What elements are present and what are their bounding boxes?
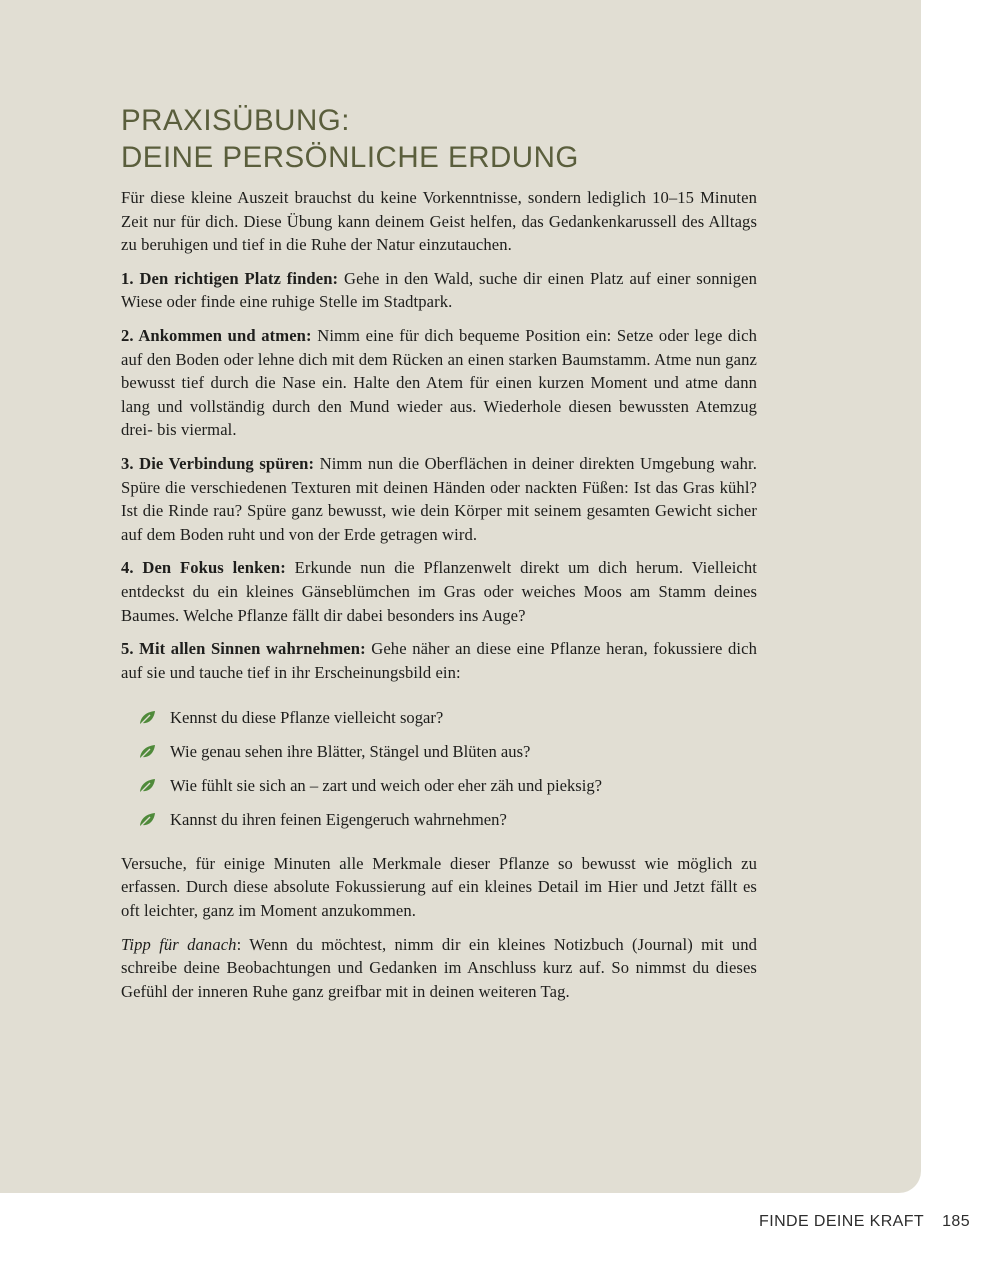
closing-paragraph: Versuche, für einige Minuten alle Merkmale dieser Pflanze so bewusst wie möglich zu erfassen. Durch diese absolute Fokussierung auf ein kleines Detail im Hier und Jetzt fällt es oft leichter, ganz im Moment anzukommen. bbox=[121, 853, 757, 921]
list-item-text: Kennst du diese Pflanze vielleicht sogar? bbox=[170, 708, 444, 728]
step-label: 2. Ankommen und atmen: bbox=[121, 325, 312, 345]
list-item-text: Kannst du ihren feinen Eigengeruch wahrnehmen? bbox=[170, 810, 507, 830]
list-item bbox=[121, 740, 757, 764]
step-4 bbox=[121, 556, 757, 627]
tip-label: Tipp für danach bbox=[121, 934, 237, 954]
exercise-content bbox=[121, 102, 757, 1013]
step-label: 3. Die Verbindung spüren: bbox=[121, 453, 315, 473]
step-2 bbox=[121, 324, 757, 442]
list-item bbox=[121, 808, 757, 832]
step-text: Nimm nun die Oberflächen in deiner direkten Umgebung wahr. Spüre die verschiedenen Texturen mit deinen Händen oder nackten Füßen: Ist das Gras kühl? Ist die Rinde rau? Spüre ganz bewusst, wie dein Körper mit seinem gesamten Gewicht sicher auf dem Boden ruht und von der Erde getragen wird. bbox=[121, 453, 757, 544]
tip-paragraph bbox=[121, 933, 757, 1004]
step-3 bbox=[121, 452, 757, 546]
page-footer bbox=[759, 1213, 970, 1231]
list-item bbox=[121, 706, 757, 730]
step-1 bbox=[121, 267, 757, 314]
page-number: 185 bbox=[942, 1213, 970, 1230]
step-5 bbox=[121, 637, 757, 684]
title-line-1: PRAXISÜBUNG: bbox=[121, 104, 350, 137]
page-title bbox=[121, 102, 757, 176]
tip-text: : Wenn du möchtest, nimm dir ein kleines Notizbuch (Journal) mit und schreibe deine Beobachtungen und Gedanken im Anschluss kurz auf. So nimmst du dieses Gefühl der inneren Ruhe ganz greifbar mit in deinen weiteren Tag. bbox=[121, 934, 757, 1001]
running-footer-section: FINDE DEINE KRAFT bbox=[759, 1213, 925, 1230]
leaf-icon bbox=[138, 744, 156, 760]
bullet-list bbox=[121, 706, 757, 832]
leaf-icon bbox=[138, 812, 156, 828]
title-line-2: DEINE PERSÖNLICHE ERDUNG bbox=[121, 141, 579, 174]
step-text: Erkunde nun die Pflanzenwelt direkt um dich herum. Vielleicht entdeckst du ein kleines Gänseblümchen im Gras oder weiches Moos am Stamm deines Baumes. Welche Pflanze fällt dir dabei besonders ins Auge? bbox=[121, 558, 757, 625]
step-label: 1. Den richtigen Platz finden: bbox=[121, 268, 339, 288]
step-text: Nimm eine für dich bequeme Position ein: Setze oder lege dich auf den Boden oder lehne dich mit dem Rücken an einen starken Baumstamm. Atme nun ganz bewusst tief durch die Nase ein. Halte den Atem für einen kurzen Moment und atme dann lang und vollständig durch den Mund wieder aus. Wiederhole diesen bewussten Atemzug drei- bis viermal. bbox=[121, 325, 758, 440]
step-text: Gehe näher an diese eine Pflanze heran, fokussiere dich auf sie und tauche tief in ihr Erscheinungsbild ein: bbox=[121, 639, 757, 682]
list-item-text: Wie fühlt sie sich an – zart und weich oder eher zäh und pieksig? bbox=[170, 776, 602, 796]
list-item-text: Wie genau sehen ihre Blätter, Stängel und Blüten aus? bbox=[170, 742, 531, 762]
intro-paragraph: Für diese kleine Auszeit brauchst du keine Vorkenntnisse, sondern lediglich 10–15 Minuten Zeit nur für dich. Diese Übung kann deinem Geist helfen, das Gedankenkarussell des Alltags zu beruhigen und tief in die Ruhe der Natur einzutauchen. bbox=[121, 188, 757, 255]
leaf-icon bbox=[138, 710, 156, 726]
step-text: Gehe in den Wald, suche dir einen Platz auf einer sonnigen Wiese oder finde eine ruhige Stelle im Stadtpark. bbox=[121, 268, 757, 312]
leaf-icon bbox=[138, 778, 156, 794]
step-label: 5. Mit allen Sinnen wahrnehmen: bbox=[121, 639, 366, 659]
list-item bbox=[121, 774, 757, 798]
step-label: 4. Den Fokus lenken: bbox=[121, 558, 286, 578]
